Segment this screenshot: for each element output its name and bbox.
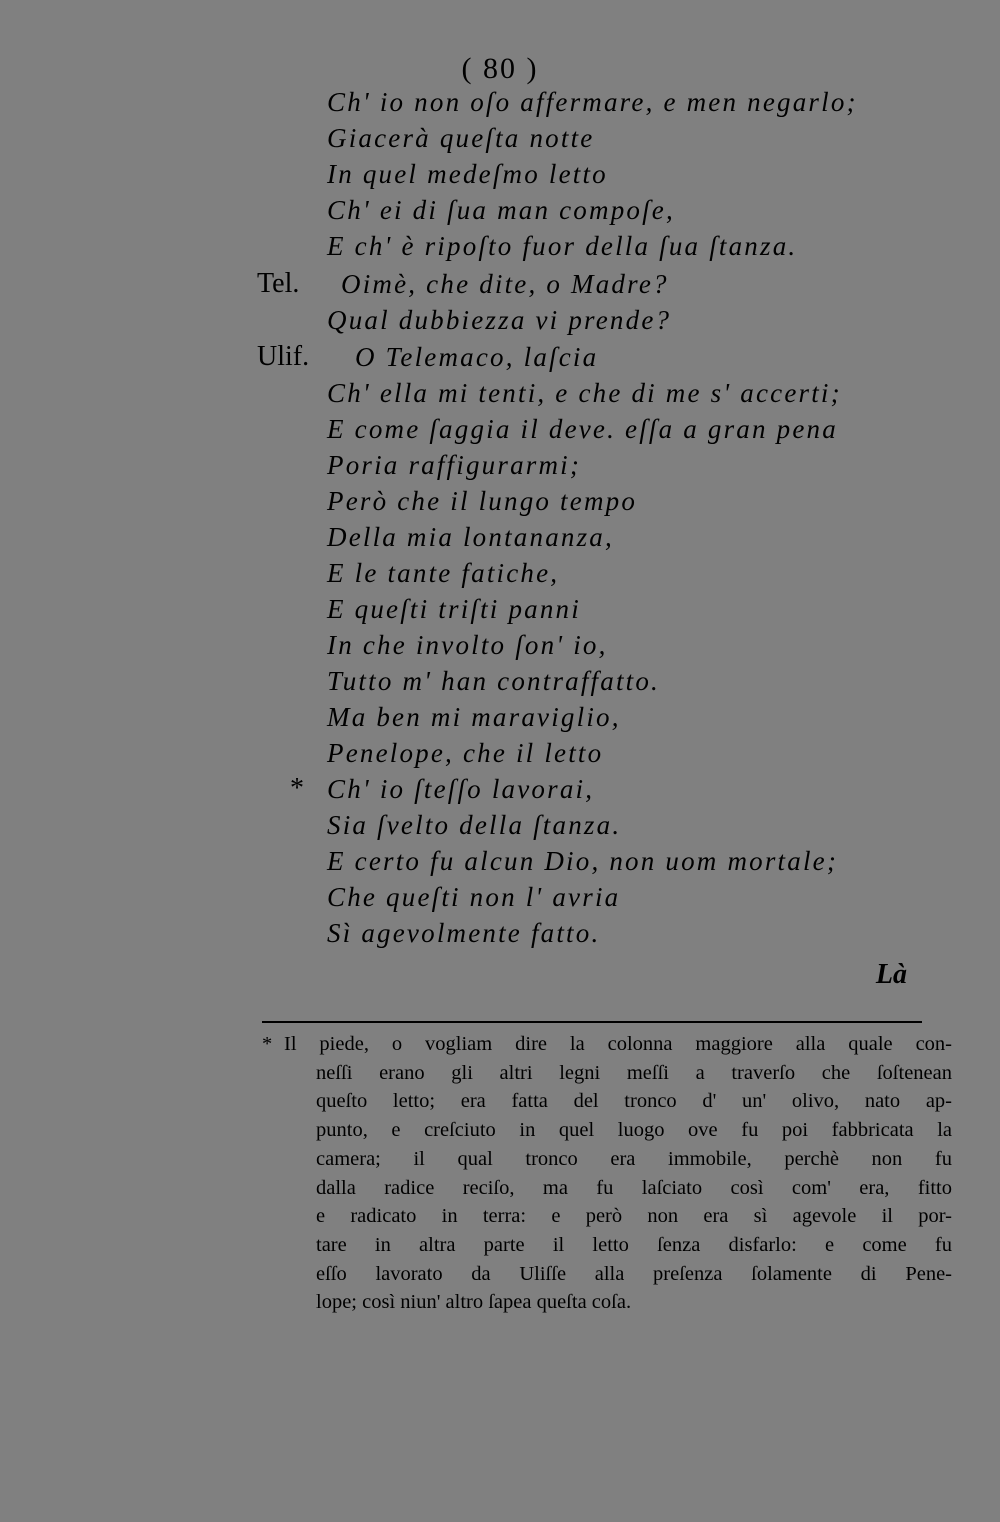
verse-line: Della mia lontananza, [327, 522, 614, 552]
verse-line: Oimè, che dite, o Madre? [341, 269, 669, 299]
footnote-line: punto, e creſciuto in quel luogo ove fu poi fabbricata la [316, 1119, 952, 1142]
footnote-text: Il piede, o vogliam dire la colonna maggiore alla quale con- [284, 1033, 952, 1055]
verse-line: Ch' io ſteſſo lavorai, [327, 774, 595, 804]
verse-line: E ch' è ripoſto fuor della ſua ſtanza. [327, 231, 798, 261]
footnote [262, 1030, 952, 1317]
verse-line: Che queſti non l' avria [327, 882, 621, 912]
verse-line: Ma ben mi maraviglio, [327, 702, 621, 732]
verse-line: Ch' io non oſo affermare, e men negarlo; [327, 87, 858, 117]
footnote-rule [262, 1021, 922, 1023]
verse-line: E come ſaggia il deve. eſſa a gran pena [327, 414, 838, 444]
verse-line: Però che il lungo tempo [327, 486, 638, 516]
footnote-mark: * [262, 1033, 273, 1055]
footnote-line: neſſi erano gli altri legni meſſi a traverſo che ſoſtenean [316, 1061, 952, 1084]
verse-line: E certo fu alcun Dio, non uom mortale; [327, 846, 839, 876]
verse-line: O Telemaco, laſcia [355, 342, 599, 372]
verse-line: Tutto m' han contraffatto. [327, 666, 661, 696]
note-reference-mark: * [290, 773, 304, 804]
verse-line: E queſti triſti panni [327, 594, 581, 624]
verse-line: Sia ſvelto della ſtanza. [327, 810, 622, 840]
footnote-line: tare in altra parte il letto ſenza disfarlo: e come fu [316, 1233, 952, 1256]
footnote-line: e radicato in terra: e però non era sì agevole il por- [316, 1205, 952, 1228]
catchword: Là [875, 959, 907, 990]
verse-line: In che involto ſon' io, [327, 630, 608, 660]
verse-line: In quel medeſmo letto [327, 159, 608, 189]
verse-line: Giacerà queſta notte [327, 123, 595, 153]
verse-line: Ch' ella mi tenti, e che di me s' accerti; [327, 378, 842, 408]
verse-line: Qual dubbiezza vi prende? [327, 305, 672, 335]
footnote-line: camera; il qual tronco era immobile, perchè non fu [316, 1147, 952, 1170]
footnote-line: dalla radice reciſo, ma fu laſciato così com' era, fitto [316, 1176, 952, 1199]
footnote-line: lope; così niun' altro ſapea queſta coſa. [316, 1291, 632, 1314]
footnote-line [262, 1030, 952, 1059]
verse-line: Ch' ei di ſua man compoſe, [327, 195, 675, 225]
speaker-label-ulis: Ulif. [257, 341, 310, 372]
verse-line: Sì agevolmente fatto. [327, 918, 601, 948]
verse-line: Penelope, che il letto [327, 738, 604, 768]
verse-line: Poria raffigurarmi; [327, 450, 582, 480]
verse-line: E le tante fatiche, [327, 558, 560, 588]
speaker-label-tel: Tel. [257, 268, 300, 299]
footnote-line: eſſo lavorato da Uliſſe alla preſenza ſolamente di Pene- [316, 1262, 952, 1285]
footnote-line: queſto letto; era fatta del tronco d' un' olivo, nato ap- [316, 1090, 952, 1113]
page-number: ( 80 ) [461, 52, 539, 85]
